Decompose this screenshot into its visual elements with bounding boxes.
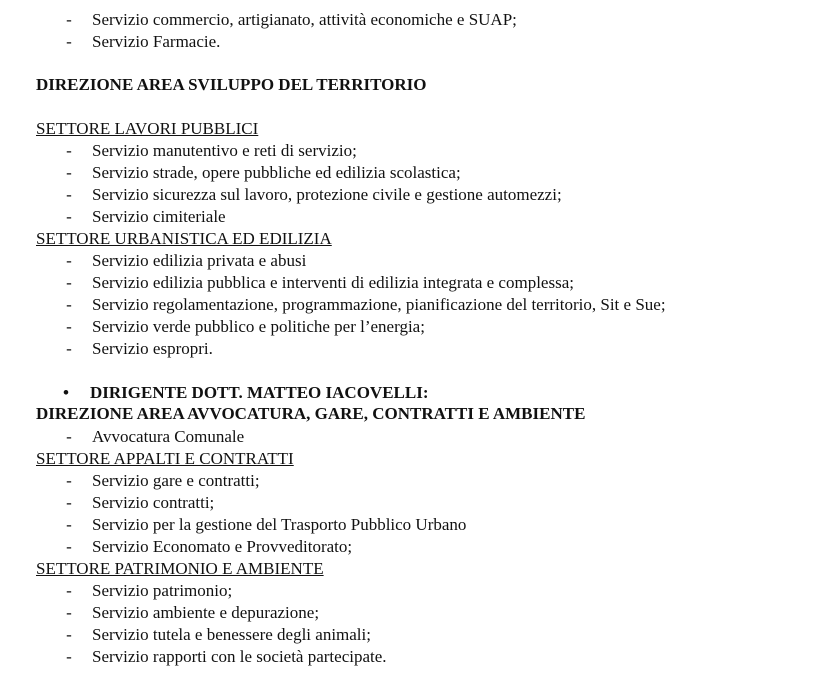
list-item-text: Servizio sicurezza sul lavoro, protezione civile e gestione automezzi;: [92, 185, 562, 204]
list-item-text: Servizio edilizia pubblica e interventi di edilizia integrata e complessa;: [92, 273, 574, 292]
list-item-text: Servizio tutela e benessere degli animali;: [92, 625, 371, 644]
dash-marker: -: [66, 273, 72, 292]
dash-marker: -: [66, 339, 72, 358]
dash-marker: -: [66, 493, 72, 512]
dash-marker: -: [66, 603, 72, 622]
list-item-text: Servizio regolamentazione, programmazione, pianificazione del territorio, Sit e Sue;: [92, 295, 666, 314]
list-item-text: Avvocatura Comunale: [92, 427, 245, 446]
list-item-text: Servizio patrimonio;: [92, 581, 233, 600]
list-item-text: Servizio contratti;: [92, 493, 215, 512]
dash-marker: -: [66, 185, 72, 204]
list-item-text: Servizio commercio, artigianato, attività economiche e SUAP;: [92, 10, 517, 29]
dash-marker: -: [66, 163, 72, 182]
list-item-text: Servizio edilizia privata e abusi: [92, 251, 307, 270]
dash-marker: -: [66, 251, 72, 270]
dash-marker: -: [66, 515, 72, 534]
dash-marker: -: [66, 581, 72, 600]
list-item-text: Servizio ambiente e depurazione;: [92, 603, 320, 622]
dash-marker: -: [66, 317, 72, 336]
dash-marker: -: [66, 32, 72, 51]
dash-marker: -: [66, 141, 72, 160]
dash-marker: -: [66, 647, 72, 666]
list-item-text: Servizio cimiteriale: [92, 207, 226, 226]
list-item-text: Servizio per la gestione del Trasporto Pubblico Urbano: [92, 515, 467, 534]
list-item-text: Servizio Economato e Provveditorato;: [92, 537, 353, 556]
dash-marker: -: [66, 10, 72, 29]
list-item-text: Servizio strade, opere pubbliche ed edilizia scolastica;: [92, 163, 461, 182]
settore-patrimonio-title: SETTORE PATRIMONIO E AMBIENTE: [36, 559, 324, 578]
direzione-avvocatura-heading: DIREZIONE AREA AVVOCATURA, GARE, CONTRATTI E AMBIENTE: [36, 404, 586, 423]
list-item-text: Servizio manutentivo e reti di servizio;: [92, 141, 357, 160]
dash-marker: -: [66, 427, 72, 446]
list-item-text: Servizio espropri.: [92, 339, 213, 358]
settore-lavori-title: SETTORE LAVORI PUBBLICI: [36, 119, 259, 138]
list-item-text: Servizio Farmacie.: [92, 32, 221, 51]
dash-marker: -: [66, 295, 72, 314]
list-item-text: Servizio rapporti con le società partecipate.: [92, 647, 387, 666]
list-item-text: Servizio gare e contratti;: [92, 471, 260, 490]
dirigente-name: DIRIGENTE DOTT. MATTEO IACOVELLI:: [90, 383, 429, 402]
dash-marker: -: [66, 625, 72, 644]
list-item-text: Servizio verde pubblico e politiche per l’energia;: [92, 317, 425, 336]
dash-marker: -: [66, 537, 72, 556]
settore-urbanistica-title: SETTORE URBANISTICA ED EDILIZIA: [36, 229, 332, 248]
bullet-dot: •: [63, 383, 69, 402]
dash-marker: -: [66, 471, 72, 490]
dash-marker: -: [66, 207, 72, 226]
settore-appalti-title: SETTORE APPALTI E CONTRATTI: [36, 449, 294, 468]
direzione-sviluppo-heading: DIREZIONE AREA SVILUPPO DEL TERRITORIO: [36, 75, 427, 94]
